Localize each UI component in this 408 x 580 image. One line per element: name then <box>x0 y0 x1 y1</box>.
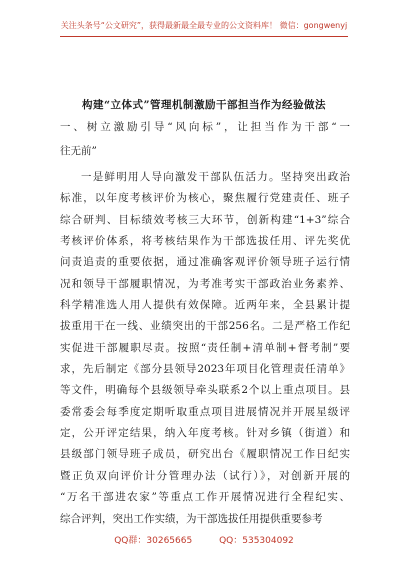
header-banner: 关注头条号“公文研究”，获得最新最全最专业的公文资料库！ 微信：gongwenyj <box>60 21 348 30</box>
footer-qq: QQ：535304092 <box>219 536 294 546</box>
body-line: 拔重用干在一线、业绩突出的干部256名。二是严格工作纪 <box>60 320 350 333</box>
body-line: “万名干部进农家”等重点工作开展情况进行全程纪实、 <box>60 491 350 504</box>
body-line: 委常委会每季度定期听取重点项目进展情况并开展星级评 <box>60 405 350 418</box>
body-line: 综合评判，突出工作实绩，为干部选拔任用提供重要参考 <box>60 512 323 525</box>
body-line: 综合研判、目标绩效考核三大环节，创新构建“1+3”综合 <box>60 213 350 226</box>
section-heading-line: 往无前” <box>60 145 97 157</box>
body-line: 实促进干部履职尽责。按照“责任制+清单制+督考制”要 <box>60 341 350 354</box>
document-title: 构建“立体式”管理机制激励干部担当作为经验做法 <box>81 99 327 111</box>
body-line: 定，公开评定结果，纳入年度考核。针对乡镇（街道）和 <box>60 427 350 440</box>
body-line: 标准，以年度考核评价为核心，聚焦履行党建责任、班子 <box>60 192 350 205</box>
header-divider <box>60 36 348 37</box>
body-line: 求，先后制定《部分县领导2023年项目化管理责任清单》 <box>60 363 350 376</box>
section-heading <box>60 115 350 163</box>
body-line: 暨正负双向评价计分管理办法（试行）》，对创新开展的 <box>60 469 350 482</box>
body-paragraph <box>60 167 350 530</box>
body-line: 况和领导干部履职情况，为考准考实干部政治业务素养、 <box>60 277 350 290</box>
footer-qq-group: QQ群：30265665 <box>114 536 193 546</box>
section-heading-line: 一、树立激励引导“风向标”，让担当作为干部“一 <box>60 121 350 133</box>
body-line: 一是鲜明用人导向激发干部队伍活力。坚持突出政治 <box>81 171 350 183</box>
body-line: 考核评价体系，将考核结果作为干部选拔任用、评先奖优 <box>60 235 350 248</box>
body-line: 问责追责的重要依据，通过准确客观评价领导班子运行情 <box>60 256 350 269</box>
footer-contact <box>0 533 408 546</box>
body-line: 科学精准选人用人提供有效保障。近两年来，全县累计提 <box>60 299 350 312</box>
body-line: 等文件，明确每个县级领导牵头联系2个以上重点项目。县 <box>60 384 350 397</box>
body-line: 县级部门领导班子成员，研究出台《履职情况工作日纪实 <box>60 448 350 461</box>
